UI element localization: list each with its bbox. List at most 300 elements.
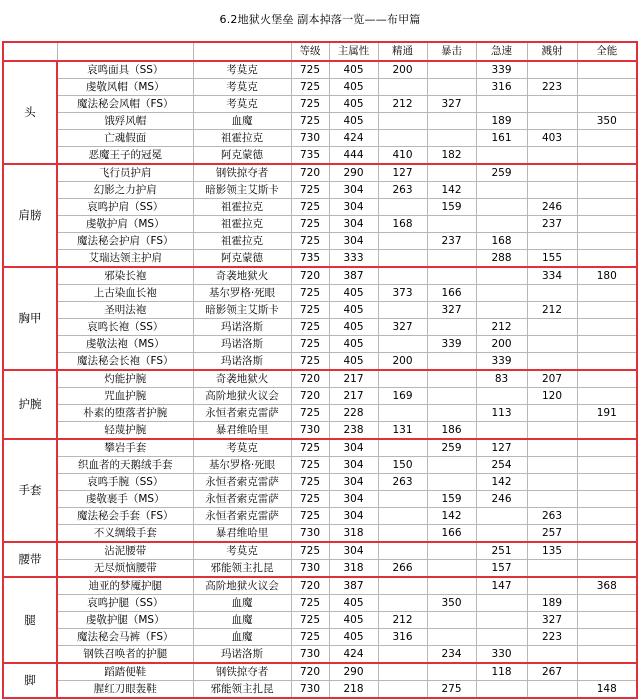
multistrike-value: 223 [527, 79, 577, 96]
table-row [3, 199, 637, 216]
header-cell [3, 42, 57, 61]
versatility-value [577, 336, 637, 353]
header-mastery: 精通 [378, 42, 427, 61]
haste-value: 254 [476, 457, 527, 474]
crit-value: 259 [427, 439, 476, 457]
table-row [3, 370, 637, 388]
haste-value [476, 216, 527, 233]
item-level: 725 [291, 508, 329, 525]
mastery-value: 131 [378, 422, 427, 440]
boss-name: 邪能领主扎昆 [193, 681, 291, 699]
haste-value: 127 [476, 439, 527, 457]
haste-value: 118 [476, 663, 527, 681]
item-name: 哀鸣护腿（SS） [57, 595, 193, 612]
mastery-value [378, 267, 427, 285]
crit-value: 142 [427, 508, 476, 525]
loot-table-body [3, 42, 637, 698]
item-level: 725 [291, 199, 329, 216]
crit-value: 186 [427, 422, 476, 440]
versatility-value [577, 629, 637, 646]
multistrike-value [527, 422, 577, 440]
multistrike-value [527, 457, 577, 474]
main-stat: 405 [329, 113, 378, 130]
item-level: 735 [291, 147, 329, 165]
haste-value [476, 302, 527, 319]
item-name: 不义绸缎手套 [57, 525, 193, 543]
boss-name: 永恒者索克雷萨 [193, 405, 291, 422]
mastery-value: 200 [378, 61, 427, 79]
table-row [3, 79, 637, 96]
main-stat: 405 [329, 79, 378, 96]
boss-name: 阿克蒙德 [193, 147, 291, 165]
mastery-value: 212 [378, 96, 427, 113]
mastery-value: 168 [378, 216, 427, 233]
main-stat: 405 [329, 319, 378, 336]
table-row [3, 560, 637, 578]
boss-name: 玛诺洛斯 [193, 336, 291, 353]
table-row [3, 646, 637, 664]
item-name: 魔法秘会长袍（FS） [57, 353, 193, 371]
item-level: 725 [291, 216, 329, 233]
boss-name: 考莫克 [193, 79, 291, 96]
item-level: 730 [291, 422, 329, 440]
boss-name: 祖霍拉克 [193, 233, 291, 250]
mastery-value [378, 233, 427, 250]
table-row [3, 319, 637, 336]
crit-value: 237 [427, 233, 476, 250]
versatility-value [577, 491, 637, 508]
multistrike-value: 334 [527, 267, 577, 285]
versatility-value [577, 353, 637, 371]
item-name: 灼能护腕 [57, 370, 193, 388]
multistrike-value: 327 [527, 612, 577, 629]
item-level: 725 [291, 474, 329, 491]
item-level: 725 [291, 79, 329, 96]
table-row [3, 130, 637, 147]
item-level: 730 [291, 560, 329, 578]
versatility-value: 180 [577, 267, 637, 285]
crit-value: 166 [427, 285, 476, 302]
haste-value [476, 285, 527, 302]
crit-value [427, 457, 476, 474]
versatility-value [577, 663, 637, 681]
loot-table [2, 41, 638, 699]
table-row [3, 233, 637, 250]
table-row [3, 147, 637, 165]
haste-value [476, 96, 527, 113]
versatility-value [577, 595, 637, 612]
item-name: 织血者的天鹅绒手套 [57, 457, 193, 474]
crit-value [427, 542, 476, 560]
multistrike-value: 257 [527, 525, 577, 543]
versatility-value [577, 508, 637, 525]
main-stat: 304 [329, 199, 378, 216]
crit-value [427, 353, 476, 371]
haste-value: 113 [476, 405, 527, 422]
versatility-value [577, 96, 637, 113]
crit-value: 327 [427, 302, 476, 319]
haste-value: 316 [476, 79, 527, 96]
haste-value: 339 [476, 353, 527, 371]
table-row [3, 388, 637, 405]
mastery-value: 200 [378, 353, 427, 371]
boss-name: 血魔 [193, 113, 291, 130]
item-level: 725 [291, 353, 329, 371]
item-level: 725 [291, 319, 329, 336]
item-name: 魔法秘会护肩（FS） [57, 233, 193, 250]
mastery-value [378, 405, 427, 422]
boss-name: 永恒者索克雷萨 [193, 491, 291, 508]
haste-value: 142 [476, 474, 527, 491]
main-stat: 318 [329, 560, 378, 578]
multistrike-value [527, 353, 577, 371]
boss-name: 暴君维哈里 [193, 422, 291, 440]
main-stat: 444 [329, 147, 378, 165]
multistrike-value [527, 96, 577, 113]
item-level: 730 [291, 646, 329, 664]
mastery-value [378, 542, 427, 560]
versatility-value [577, 79, 637, 96]
mastery-value: 266 [378, 560, 427, 578]
multistrike-value: 267 [527, 663, 577, 681]
boss-name: 钢铁掠夺者 [193, 164, 291, 182]
item-name: 沾泥腰带 [57, 542, 193, 560]
mastery-value: 263 [378, 182, 427, 199]
crit-value [427, 474, 476, 491]
haste-value: 259 [476, 164, 527, 182]
crit-value [427, 130, 476, 147]
mastery-value [378, 595, 427, 612]
boss-name: 基尔罗格·死眼 [193, 457, 291, 474]
mastery-value [378, 130, 427, 147]
crit-value [427, 388, 476, 405]
haste-value [476, 525, 527, 543]
multistrike-value: 155 [527, 250, 577, 268]
crit-value: 142 [427, 182, 476, 199]
header-crit: 暴击 [427, 42, 476, 61]
main-stat: 424 [329, 130, 378, 147]
item-level: 725 [291, 96, 329, 113]
item-level: 720 [291, 164, 329, 182]
crit-value [427, 370, 476, 388]
versatility-value [577, 542, 637, 560]
versatility-value [577, 147, 637, 165]
main-stat: 405 [329, 353, 378, 371]
mastery-value [378, 525, 427, 543]
mastery-value [378, 79, 427, 96]
item-level: 725 [291, 491, 329, 508]
haste-value [476, 508, 527, 525]
header-main-stat: 主属性 [329, 42, 378, 61]
item-name: 恶魔王子的冠冕 [57, 147, 193, 165]
main-stat: 333 [329, 250, 378, 268]
item-name: 邪染长袍 [57, 267, 193, 285]
item-name: 饿殍风帽 [57, 113, 193, 130]
table-row [3, 612, 637, 629]
crit-value [427, 79, 476, 96]
haste-value [476, 422, 527, 440]
table-row [3, 302, 637, 319]
crit-value: 159 [427, 199, 476, 216]
main-stat: 304 [329, 474, 378, 491]
item-level: 725 [291, 612, 329, 629]
haste-value [476, 147, 527, 165]
boss-name: 玛诺洛斯 [193, 319, 291, 336]
main-stat: 318 [329, 525, 378, 543]
item-level: 725 [291, 595, 329, 612]
table-row [3, 474, 637, 491]
header-multistrike: 溅射 [527, 42, 577, 61]
mastery-value [378, 663, 427, 681]
boss-name: 考莫克 [193, 61, 291, 79]
slot-category: 肩膀 [3, 164, 57, 267]
table-row [3, 577, 637, 595]
mastery-value [378, 250, 427, 268]
versatility-value [577, 285, 637, 302]
versatility-value [577, 319, 637, 336]
crit-value [427, 319, 476, 336]
boss-name: 祖霍拉克 [193, 130, 291, 147]
haste-value [476, 595, 527, 612]
table-row [3, 491, 637, 508]
item-name: 哀鸣手腕（SS） [57, 474, 193, 491]
item-name: 虔敬风帽（MS） [57, 79, 193, 96]
item-name: 腥红刀眼轰鞋 [57, 681, 193, 699]
item-name: 朴素的堕落者护腕 [57, 405, 193, 422]
main-stat: 424 [329, 646, 378, 664]
slot-category: 护腕 [3, 370, 57, 439]
boss-name: 暗影领主艾斯卡 [193, 182, 291, 199]
multistrike-value: 237 [527, 216, 577, 233]
item-name: 虔敬裹手（MS） [57, 491, 193, 508]
boss-name: 考莫克 [193, 439, 291, 457]
main-stat: 217 [329, 370, 378, 388]
main-stat: 304 [329, 508, 378, 525]
item-name: 艾瑞达领主护肩 [57, 250, 193, 268]
mastery-value: 212 [378, 612, 427, 629]
table-row [3, 595, 637, 612]
item-level: 720 [291, 577, 329, 595]
multistrike-value [527, 560, 577, 578]
versatility-value [577, 233, 637, 250]
mastery-value [378, 646, 427, 664]
haste-value: 161 [476, 130, 527, 147]
crit-value: 166 [427, 525, 476, 543]
haste-value [476, 182, 527, 199]
main-stat: 405 [329, 61, 378, 79]
multistrike-value: 246 [527, 199, 577, 216]
multistrike-value [527, 285, 577, 302]
mastery-value: 263 [378, 474, 427, 491]
item-level: 725 [291, 336, 329, 353]
main-stat: 304 [329, 216, 378, 233]
multistrike-value [527, 233, 577, 250]
multistrike-value: 212 [527, 302, 577, 319]
boss-name: 永恒者索克雷萨 [193, 474, 291, 491]
table-row [3, 267, 637, 285]
table-row [3, 525, 637, 543]
header-cell [193, 42, 291, 61]
crit-value [427, 577, 476, 595]
multistrike-value [527, 646, 577, 664]
haste-value: 200 [476, 336, 527, 353]
versatility-value [577, 457, 637, 474]
item-level: 725 [291, 182, 329, 199]
multistrike-value [527, 491, 577, 508]
versatility-value [577, 388, 637, 405]
haste-value: 246 [476, 491, 527, 508]
boss-name: 基尔罗格·死眼 [193, 285, 291, 302]
versatility-value: 368 [577, 577, 637, 595]
item-name: 钢铁召唤者的护腿 [57, 646, 193, 664]
haste-value: 83 [476, 370, 527, 388]
item-name: 虔敬法袍（MS） [57, 336, 193, 353]
item-name: 魔法秘会马裤（FS） [57, 629, 193, 646]
multistrike-value [527, 474, 577, 491]
boss-name: 永恒者索克雷萨 [193, 508, 291, 525]
multistrike-value: 120 [527, 388, 577, 405]
item-level: 725 [291, 302, 329, 319]
item-name: 攀岩手套 [57, 439, 193, 457]
haste-value: 212 [476, 319, 527, 336]
table-row [3, 353, 637, 371]
item-name: 亡魂假面 [57, 130, 193, 147]
main-stat: 304 [329, 457, 378, 474]
header-level: 等级 [291, 42, 329, 61]
header-row [3, 42, 637, 61]
main-stat: 304 [329, 233, 378, 250]
item-level: 735 [291, 250, 329, 268]
versatility-value [577, 130, 637, 147]
item-name: 蹈踏便鞋 [57, 663, 193, 681]
boss-name: 钢铁掠夺者 [193, 663, 291, 681]
versatility-value [577, 525, 637, 543]
versatility-value [577, 612, 637, 629]
slot-category: 头 [3, 61, 57, 164]
multistrike-value [527, 182, 577, 199]
multistrike-value [527, 319, 577, 336]
boss-name: 邪能领主扎昆 [193, 560, 291, 578]
crit-value [427, 629, 476, 646]
item-level: 730 [291, 525, 329, 543]
mastery-value [378, 336, 427, 353]
crit-value: 339 [427, 336, 476, 353]
haste-value [476, 681, 527, 699]
haste-value: 168 [476, 233, 527, 250]
item-level: 720 [291, 388, 329, 405]
multistrike-value: 263 [527, 508, 577, 525]
mastery-value [378, 491, 427, 508]
item-level: 725 [291, 233, 329, 250]
item-name: 飞行员护肩 [57, 164, 193, 182]
item-name: 魔法秘会风帽（FS） [57, 96, 193, 113]
table-row [3, 422, 637, 440]
table-row [3, 182, 637, 199]
boss-name: 祖霍拉克 [193, 216, 291, 233]
versatility-value [577, 182, 637, 199]
main-stat: 228 [329, 405, 378, 422]
boss-name: 高阶地狱火议会 [193, 388, 291, 405]
table-row [3, 542, 637, 560]
mastery-value: 150 [378, 457, 427, 474]
crit-value: 182 [427, 147, 476, 165]
crit-value: 350 [427, 595, 476, 612]
main-stat: 405 [329, 595, 378, 612]
slot-category: 手套 [3, 439, 57, 542]
main-stat: 304 [329, 182, 378, 199]
crit-value [427, 560, 476, 578]
table-row [3, 61, 637, 79]
haste-value: 330 [476, 646, 527, 664]
boss-name: 考莫克 [193, 542, 291, 560]
main-stat: 290 [329, 164, 378, 182]
boss-name: 阿克蒙德 [193, 250, 291, 268]
header-versatility: 全能 [577, 42, 637, 61]
item-level: 720 [291, 370, 329, 388]
mastery-value [378, 113, 427, 130]
haste-value: 339 [476, 61, 527, 79]
slot-category: 腿 [3, 577, 57, 663]
haste-value: 147 [476, 577, 527, 595]
crit-value: 234 [427, 646, 476, 664]
haste-value [476, 612, 527, 629]
multistrike-value [527, 61, 577, 79]
versatility-value [577, 199, 637, 216]
table-row [3, 663, 637, 681]
boss-name: 奇袭地狱火 [193, 267, 291, 285]
haste-value [476, 199, 527, 216]
table-row [3, 681, 637, 699]
haste-value: 157 [476, 560, 527, 578]
crit-value: 159 [427, 491, 476, 508]
crit-value [427, 405, 476, 422]
table-row [3, 439, 637, 457]
item-level: 720 [291, 663, 329, 681]
item-name: 迪亚的梦魇护腿 [57, 577, 193, 595]
item-name: 轻蔑护腕 [57, 422, 193, 440]
crit-value [427, 250, 476, 268]
versatility-value [577, 250, 637, 268]
mastery-value: 327 [378, 319, 427, 336]
multistrike-value [527, 577, 577, 595]
multistrike-value: 189 [527, 595, 577, 612]
item-level: 725 [291, 629, 329, 646]
main-stat: 304 [329, 542, 378, 560]
main-stat: 387 [329, 577, 378, 595]
haste-value [476, 388, 527, 405]
multistrike-value [527, 681, 577, 699]
crit-value [427, 612, 476, 629]
crit-value [427, 164, 476, 182]
item-level: 725 [291, 113, 329, 130]
item-name: 幻影之力护肩 [57, 182, 193, 199]
main-stat: 304 [329, 439, 378, 457]
slot-category: 脚 [3, 663, 57, 698]
multistrike-value: 403 [527, 130, 577, 147]
boss-name: 血魔 [193, 595, 291, 612]
haste-value: 251 [476, 542, 527, 560]
main-stat: 405 [329, 96, 378, 113]
item-name: 哀鸣面具（SS） [57, 61, 193, 79]
item-name: 圣明法袍 [57, 302, 193, 319]
item-name: 虔敬护腿（MS） [57, 612, 193, 629]
mastery-value: 373 [378, 285, 427, 302]
mastery-value: 410 [378, 147, 427, 165]
boss-name: 暗影领主艾斯卡 [193, 302, 291, 319]
mastery-value [378, 577, 427, 595]
item-level: 725 [291, 61, 329, 79]
main-stat: 217 [329, 388, 378, 405]
